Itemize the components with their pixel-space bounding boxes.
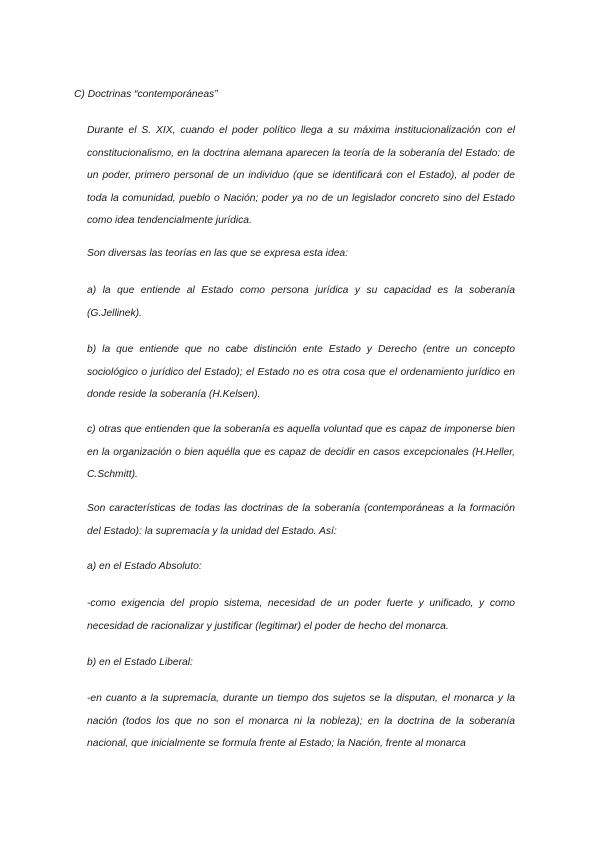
section-heading: C) Doctrinas “contemporáneas”	[74, 89, 218, 100]
paragraph-text: b) la que entiende que no cabe distinción ente Estado y Derecho (entre un concepto sociológico o jurídico del Estado); el Estado no es otra cosa que el ordenamiento jurídico en donde reside la soberanía (H.Kelsen).	[87, 344, 515, 401]
paragraph-theory-b	[87, 339, 515, 407]
paragraph-text: Son características de todas las doctrinas de la soberanía (contemporáneas a la formación del Estado): la supremacía y la unidad del Estado. Así:	[87, 503, 515, 537]
paragraph-text: Durante el S. XIX, cuando el poder político llega a su máxima institucionalización con el constitucionalismo, en la doctrina alemana aparecen la teoría de la soberanía del Estado: de un poder, primero personal de un individuo (que se identificará con el Estado), al poder de toda la comunidad, pueblo o Nación; poder ya no de un legislador concreto sino del Estado como idea tendencialmente jurídica.	[87, 125, 515, 227]
paragraph-text: a) en el Estado Absoluto:	[87, 561, 202, 572]
paragraph-text: b) en el Estado Liberal:	[87, 657, 193, 668]
paragraph-characteristics	[87, 498, 515, 543]
paragraph-text: -como exigencia del propio sistema, necesidad de un poder fuerte y unificado, y como necesidad de racionalizar y justificar (legitimar) el poder de hecho del monarca.	[87, 598, 515, 632]
paragraph-absolute-detail	[87, 593, 515, 638]
paragraph-text: c) otras que entienden que la soberanía es aquella voluntad que es capaz de imponerse bien en la organización o bien aquélla que es capaz de decidir en casos excepcionales (H.Heller, C.Schmitt).	[87, 424, 515, 481]
paragraph-intro	[87, 120, 515, 233]
paragraph-theory-c	[87, 419, 515, 487]
paragraph-liberal-detail	[87, 688, 515, 756]
paragraph-text: a) la que entiende al Estado como persona jurídica y su capacidad es la soberanía (G.Jellinek).	[87, 285, 515, 319]
paragraph-theory-a	[87, 280, 515, 325]
paragraph-theories-intro	[87, 243, 515, 266]
paragraph-text: -en cuanto a la supremacía, durante un tiempo dos sujetos se la disputan, el monarca y la nación (todos los que no son el monarca ni la nobleza); en la doctrina de la soberanía nacional, que inicialmente se formula frente al Estado; la Nación, frente al monarca	[87, 693, 515, 750]
paragraph-liberal-state	[87, 652, 515, 675]
paragraph-text: Son diversas las teorías en las que se expresa esta idea:	[87, 248, 349, 259]
paragraph-absolute-state	[87, 556, 515, 579]
